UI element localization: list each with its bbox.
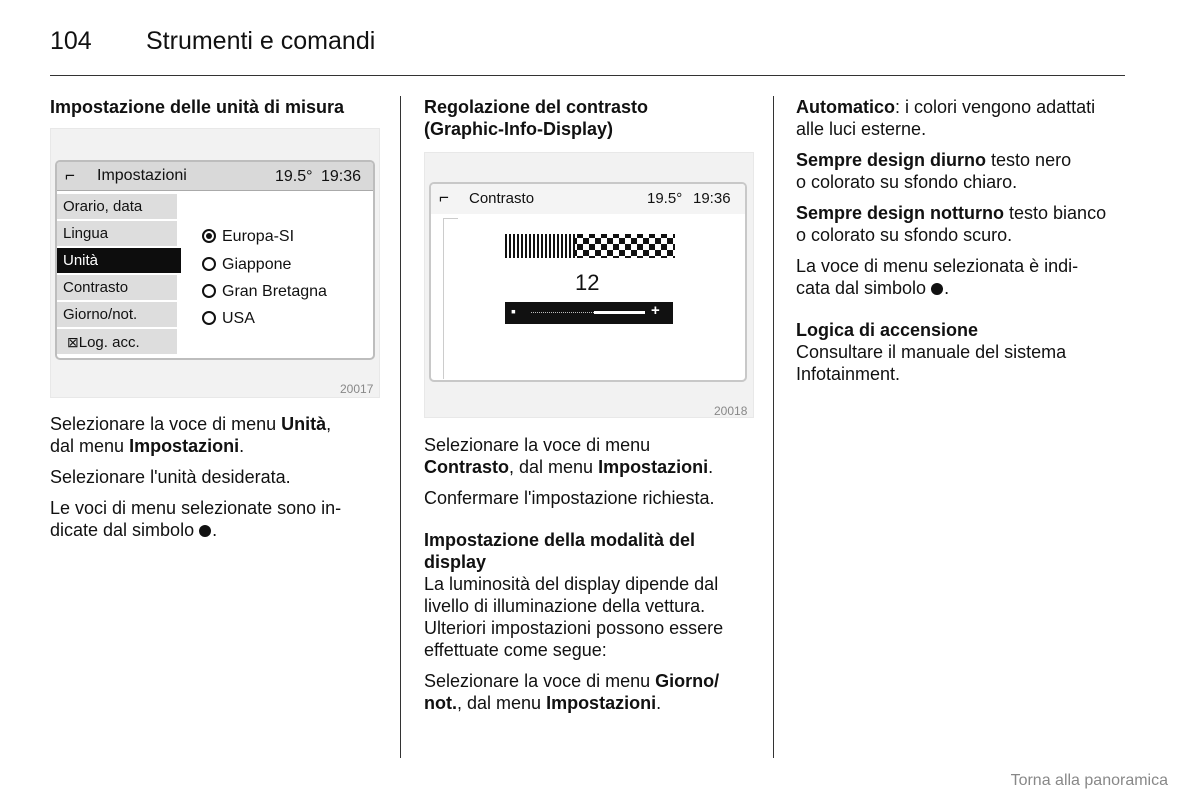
screen-header	[57, 162, 373, 191]
paragraph: Le voci di menu selezionate sono in-	[50, 498, 342, 518]
column-1-text	[50, 413, 385, 550]
screen-title: Contrasto	[469, 190, 535, 207]
clock-readout: 19:36	[693, 190, 731, 207]
checkbox-icon: ⊠	[67, 334, 79, 350]
paragraph: o colorato su sfondo scuro.	[796, 225, 1013, 245]
paragraph-line: livello di illuminazione della vettura.	[424, 596, 706, 616]
paragraph-line: Ulteriori impostazioni possono essere	[424, 618, 724, 638]
paragraph: Confermare l'impostazione richiesta.	[424, 488, 715, 508]
display-screen-contrast	[429, 182, 747, 382]
paragraph: dicate dal simbolo .	[50, 520, 218, 540]
menu-item-orario[interactable]: Orario, data	[57, 194, 177, 220]
radio-europa-si[interactable]	[202, 227, 294, 247]
paragraph: La voce di menu selezionata è indi-	[796, 256, 1079, 276]
section-heading-units: Impostazione delle unità di misura	[50, 97, 345, 117]
temperature-readout: 19.5°	[647, 190, 683, 207]
bullet-dot-icon	[199, 525, 211, 537]
radio-label: USA	[222, 310, 255, 327]
paragraph-line: effettuate come segue:	[424, 640, 607, 660]
paragraph: cata dal simbolo .	[796, 278, 950, 298]
display-screen-units	[55, 160, 375, 360]
clock-readout: 19:36	[321, 168, 362, 185]
column-2	[424, 96, 764, 140]
menu-item-unita[interactable]: Unità	[57, 248, 181, 274]
menu-item-lingua[interactable]: Lingua	[57, 221, 177, 247]
radio-gran-bretagna[interactable]	[202, 282, 327, 302]
screen-corner-line	[443, 218, 458, 379]
column-1	[50, 96, 385, 118]
paragraph: alle luci esterne.	[796, 119, 927, 139]
menu-item-log-acc-label: Log. acc.	[78, 334, 140, 351]
header-divider	[50, 75, 1125, 76]
figure-units-display	[50, 128, 380, 398]
temperature-readout: 19.5°	[275, 168, 313, 185]
menu-item-giorno-not[interactable]: Giorno/not.	[57, 302, 177, 328]
paragraph: Selezionare la voce di menu Unità,	[50, 414, 332, 434]
figure-number: 20018	[714, 404, 748, 418]
section-heading-display-mode: Impostazione della modalità del	[424, 530, 696, 550]
section-heading-ignition-logic: Logica di accensione	[796, 320, 979, 340]
plus-icon: +	[651, 302, 660, 319]
paragraph: o colorato su sfondo chiaro.	[796, 172, 1018, 192]
screen-header	[431, 184, 745, 214]
radio-selected-icon	[202, 229, 216, 243]
slider-track-filled	[594, 311, 645, 314]
paragraph: Automatico: i colori vengono adattati	[796, 97, 1096, 117]
settings-icon: ⌐	[439, 188, 449, 207]
slider-track-empty	[531, 312, 594, 314]
paragraph: Selezionare la voce di menu Giorno/	[424, 671, 720, 691]
radio-label: Europa-SI	[222, 228, 295, 245]
section-heading-display-mode-cont: display	[424, 552, 487, 572]
paragraph: Consultare il manuale del sistema	[796, 342, 1067, 362]
menu-item-contrasto[interactable]: Contrasto	[57, 275, 177, 301]
contrast-slider[interactable]	[505, 302, 673, 324]
paragraph: Selezionare l'unità desiderata.	[50, 467, 291, 487]
page-number: 104	[50, 27, 92, 55]
radio-label: Gran Bretagna	[222, 283, 327, 300]
paragraph: Selezionare la voce di menu	[424, 435, 651, 455]
contrast-value: 12	[575, 270, 600, 295]
column-2-text	[424, 434, 764, 723]
back-to-overview-link[interactable]: Torna alla panoramica	[1010, 772, 1168, 789]
paragraph: Infotainment.	[796, 364, 901, 384]
column-divider-1	[400, 96, 401, 758]
radio-label: Giappone	[222, 256, 292, 273]
section-heading-contrast-sub: (Graphic-Info-Display)	[424, 119, 614, 139]
figure-number: 20017	[340, 382, 374, 396]
paragraph: Sempre design diurno testo nero	[796, 150, 1072, 170]
radio-usa[interactable]	[202, 309, 255, 329]
section-heading-contrast: Regolazione del contrasto	[424, 97, 649, 117]
bullet-dot-icon	[931, 283, 943, 295]
paragraph: Sempre design notturno testo bianco	[796, 203, 1107, 223]
paragraph: not., dal menu Impostazioni.	[424, 693, 662, 713]
menu-item-log-acc[interactable]	[57, 329, 177, 355]
paragraph: Contrasto, dal menu Impostazioni.	[424, 457, 714, 477]
contrast-pattern-graphic	[505, 232, 675, 260]
paragraph: dal menu Impostazioni.	[50, 436, 245, 456]
page-title: Strumenti e comandi	[146, 27, 376, 55]
paragraph-line: La luminosità del display dipende dal	[424, 574, 719, 594]
column-3	[796, 96, 1146, 394]
column-divider-2	[773, 96, 774, 758]
figure-contrast-display	[424, 152, 754, 420]
radio-giappone[interactable]	[202, 255, 291, 275]
radio-empty-icon	[202, 311, 216, 325]
radio-empty-icon	[202, 257, 216, 271]
radio-empty-icon	[202, 284, 216, 298]
minus-icon: ▪	[511, 303, 516, 319]
settings-icon: ⌐	[65, 166, 75, 185]
screen-title: Impostazioni	[97, 167, 187, 184]
